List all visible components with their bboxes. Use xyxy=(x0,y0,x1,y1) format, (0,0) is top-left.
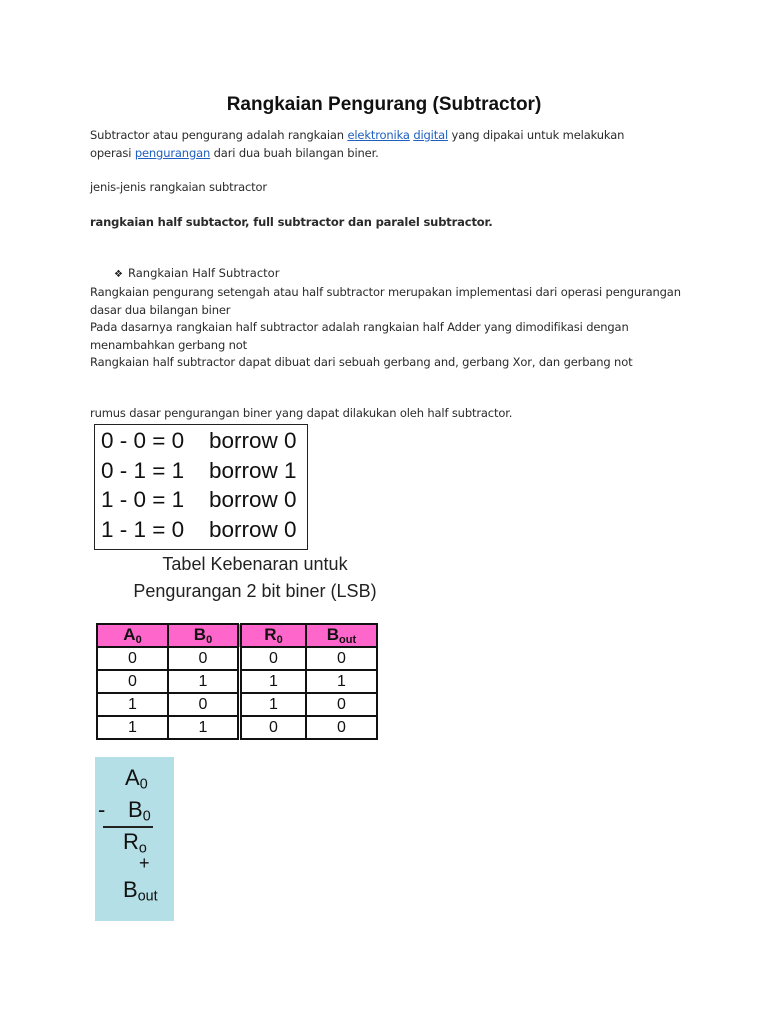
sum-divider xyxy=(103,826,153,828)
bullet-label: Rangkaian Half Subtractor xyxy=(128,266,280,280)
operand-a xyxy=(125,765,148,793)
table-cell: 0 xyxy=(97,670,168,693)
table-cell: 1 xyxy=(168,670,240,693)
header-label: A xyxy=(123,625,136,645)
desc-line: Pada dasarnya rangkaian half subtractor adalah rangkaian half Adder yang dimodifikasi dengan xyxy=(90,320,629,334)
operand-label: B xyxy=(123,877,138,902)
subtraction-diagram xyxy=(95,757,174,921)
header-sub: 0 xyxy=(135,633,142,646)
intro-text: operasi xyxy=(90,145,135,160)
half-subtractor-bullet xyxy=(114,266,279,280)
desc-line: menambahkan gerbang not xyxy=(90,337,247,352)
table-cell: 0 xyxy=(240,716,307,739)
operand-sub: 0 xyxy=(142,808,151,825)
table-cell: 1 xyxy=(97,693,168,716)
table-cell: 0 xyxy=(240,647,307,670)
intro-text: yang dipakai untuk melakukan xyxy=(448,128,625,142)
table-cell: 0 xyxy=(306,716,377,739)
intro-text: Subtractor atau pengurang adalah rangkaian xyxy=(90,128,348,142)
formula-expr: 0 - 1 = 1 xyxy=(101,458,185,483)
jenis-heading: jenis-jenis rangkaian subtractor xyxy=(90,180,268,194)
jenis-list: rangkaian half subtactor, full subtractor dan paralel subtractor. xyxy=(90,215,493,229)
table-cell: 1 xyxy=(306,670,377,693)
operand-b xyxy=(128,797,151,825)
header-r0 xyxy=(240,624,307,647)
intro-paragraph xyxy=(90,127,624,162)
formula-expr: 1 - 0 = 1 xyxy=(101,487,185,512)
plus-sign: + xyxy=(139,853,150,873)
formula-expr: 1 - 1 = 0 xyxy=(101,517,185,542)
header-a0 xyxy=(97,624,168,647)
table-cell: 0 xyxy=(168,647,240,670)
header-sub: 0 xyxy=(276,633,283,646)
table-header-row xyxy=(97,624,377,647)
formula-box xyxy=(94,424,308,550)
table-row xyxy=(97,647,377,670)
desc-line: dasar dua bilangan biner xyxy=(90,302,231,317)
intro-line-2 xyxy=(90,145,624,163)
operand-sub: out xyxy=(137,888,158,905)
header-bout xyxy=(306,624,377,647)
table-cell: 1 xyxy=(97,716,168,739)
formula-row xyxy=(101,458,297,484)
table-cell: 0 xyxy=(306,693,377,716)
table-cell: 0 xyxy=(168,693,240,716)
page-title: Rangkaian Pengurang (Subtractor) xyxy=(226,94,542,115)
half-subtractor-description xyxy=(90,284,681,372)
link-pengurangan[interactable]: pengurangan xyxy=(134,145,211,160)
table-caption-line-1: Tabel Kebenaran untuk xyxy=(162,554,348,574)
diamond-bullet-icon: ❖ xyxy=(114,269,123,280)
table-cell: 1 xyxy=(168,716,240,739)
header-label: B xyxy=(193,625,207,645)
header-b0 xyxy=(168,624,240,647)
desc-line: Rangkaian half subtractor dapat dibuat dari sebuah gerbang and, gerbang Xor, dan gerbang not xyxy=(90,355,633,369)
rumus-text: rumus dasar pengurangan biner yang dapat dilakukan oleh half subtractor. xyxy=(90,406,513,420)
table-cell: 0 xyxy=(97,647,168,670)
formula-borrow: borrow 0 xyxy=(209,487,297,512)
table-row xyxy=(97,716,377,739)
link-digital[interactable]: digital xyxy=(413,128,449,142)
table-row xyxy=(97,670,377,693)
header-sub: out xyxy=(339,633,357,646)
table-row xyxy=(97,693,377,716)
operand-label: R xyxy=(123,829,139,854)
desc-line: Rangkaian pengurang setengah atau half subtractor merupakan implementasi dari operasi pengurangan xyxy=(90,285,681,299)
header-label: R xyxy=(264,625,277,645)
intro-text: dari dua buah bilangan biner. xyxy=(210,145,379,160)
formula-row xyxy=(101,517,297,543)
formula-row xyxy=(101,487,297,513)
operand-sub: 0 xyxy=(139,776,148,793)
truth-table xyxy=(96,623,378,740)
formula-borrow: borrow 0 xyxy=(209,517,297,542)
operand-label: A xyxy=(125,765,140,790)
table-caption-line-2: Pengurangan 2 bit biner (LSB) xyxy=(133,581,377,601)
operand-sub: o xyxy=(138,840,147,857)
intro-line-1 xyxy=(90,127,624,145)
table-cell: 0 xyxy=(306,647,377,670)
formula-expr: 0 - 0 = 0 xyxy=(101,428,185,453)
formula-row xyxy=(101,428,297,454)
formula-borrow: borrow 1 xyxy=(209,458,297,483)
result-bout xyxy=(123,877,158,905)
header-sub: 0 xyxy=(206,633,213,646)
operand-label: B xyxy=(128,797,143,822)
table-cell: 1 xyxy=(240,693,307,716)
table-cell: 1 xyxy=(240,670,307,693)
link-elektronika[interactable]: elektronika xyxy=(347,128,410,142)
formula-borrow: borrow 0 xyxy=(209,428,297,453)
header-label: B xyxy=(326,625,340,645)
minus-sign: - xyxy=(98,797,106,822)
